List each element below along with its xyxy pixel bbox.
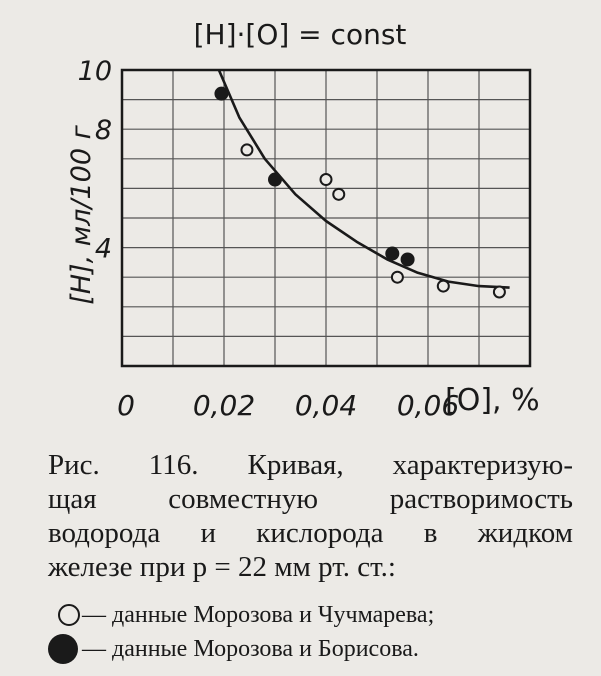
filled-circle-icon [48, 634, 78, 664]
data-point-open [392, 272, 403, 283]
legend-dash: — [82, 601, 106, 628]
grid [122, 70, 530, 366]
fitted-curve [219, 70, 510, 288]
x-tick-label: 0,02 [192, 389, 256, 422]
legend-label-filled: данные Морозова и Борисова. [112, 635, 419, 662]
legend [48, 598, 588, 666]
marks-layer [215, 88, 504, 298]
x-tick-label: 0 [117, 389, 135, 422]
curve-layer [219, 70, 510, 288]
legend-item-open [48, 598, 588, 632]
data-point-filled [215, 88, 227, 100]
data-point-open [494, 287, 505, 298]
caption-line-4: железе при p = 22 мм рт. ст.: [48, 551, 396, 583]
chart-title: [H]·[O] = const [193, 18, 407, 51]
data-point-open [438, 281, 449, 292]
data-point-filled [269, 174, 281, 186]
data-point-filled [386, 248, 398, 260]
y-axis-label: [H], мл/100 г [66, 125, 97, 305]
y-tick-label: 10 [77, 56, 112, 87]
data-point-open [333, 189, 344, 200]
data-point-open [321, 174, 332, 185]
data-point-filled [402, 253, 414, 265]
x-tick-label: 0,06 [396, 389, 460, 422]
caption-line-1: Рис. 116. Кривая, характеризую- [48, 449, 573, 481]
data-point-open [241, 144, 252, 155]
x-tick-label: 0,04 [294, 389, 358, 422]
y-tick-label: 4 [94, 233, 112, 265]
legend-label-open: данные Морозова и Чучмарева; [112, 601, 435, 628]
open-circle-icon [58, 604, 80, 626]
caption-line-2: щая совместную растворимость [48, 483, 573, 515]
legend-dash: — [82, 635, 106, 662]
legend-item-filled [48, 632, 588, 666]
y-tick-label: 8 [94, 115, 112, 147]
figure-caption [48, 448, 573, 584]
caption-line-3: водорода и кислорода в жидком [48, 517, 573, 549]
x-axis-label: [O], % [445, 383, 540, 418]
